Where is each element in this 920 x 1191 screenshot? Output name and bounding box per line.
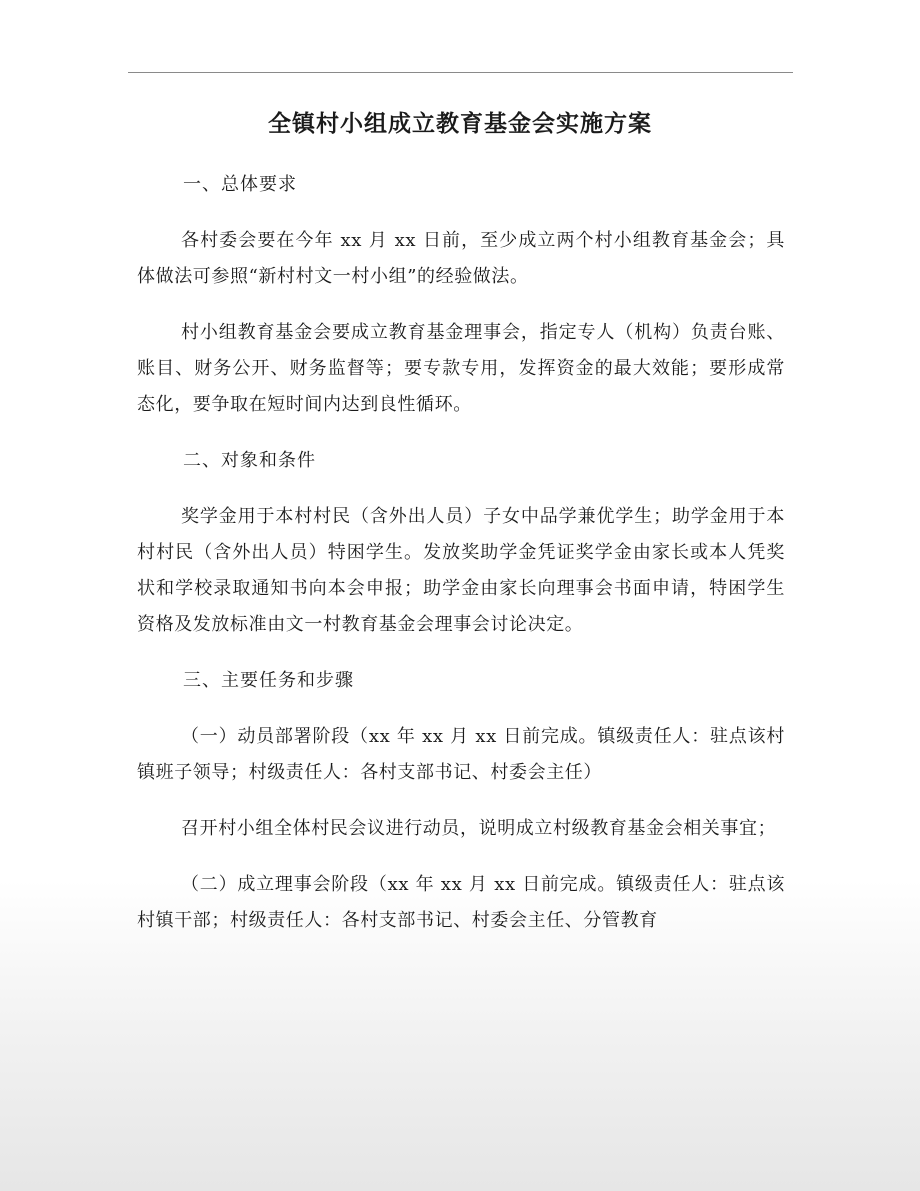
section-3-heading: 三、主要任务和步骤 (183, 670, 354, 691)
document-body (137, 167, 785, 939)
section-1-heading: 一、总体要求 (183, 174, 297, 195)
document-title: 全镇村小组成立教育基金会实施方案 (268, 110, 652, 137)
section-2-heading: 二、对象和条件 (183, 450, 316, 471)
section-1-paragraph-2: 村小组教育基金会要成立教育基金理事会，指定专人（机构）负责台账、账目、财务公开、财务监督等；要专款专用，发挥资金的最大效能；要形成常态化，要争取在短时间内达到良性循环。 (137, 322, 785, 415)
section-3-paragraph-1: （一）动员部署阶段（xx 年 xx 月 xx 日前完成。镇级责任人：驻点该村镇班子领导；村级责任人：各村支部书记、村委会主任） (137, 726, 785, 783)
section-3-paragraph-3: （二）成立理事会阶段（xx 年 xx 月 xx 日前完成。镇级责任人：驻点该村镇干部；村级责任人：各村支部书记、村委会主任、分管教育 (137, 874, 785, 931)
section-2-paragraph-1: 奖学金用于本村村民（含外出人员）子女中品学兼优学生；助学金用于本村村民（含外出人员）特困学生。发放奖助学金凭证奖学金由家长或本人凭奖状和学校录取通知书向本会申报；助学金由家长向理事会书面申请，特困学生资格及发放标准由文一村教育基金会理事会讨论决定。 (137, 506, 785, 635)
section-1-paragraph-1: 各村委会要在今年 xx 月 xx 日前，至少成立两个村小组教育基金会；具体做法可参照“新村村文一村小组”的经验做法。 (137, 230, 785, 287)
header-rule (128, 72, 793, 73)
section-3-paragraph-2: 召开村小组全体村民会议进行动员，说明成立村级教育基金会相关事宜； (181, 818, 777, 839)
